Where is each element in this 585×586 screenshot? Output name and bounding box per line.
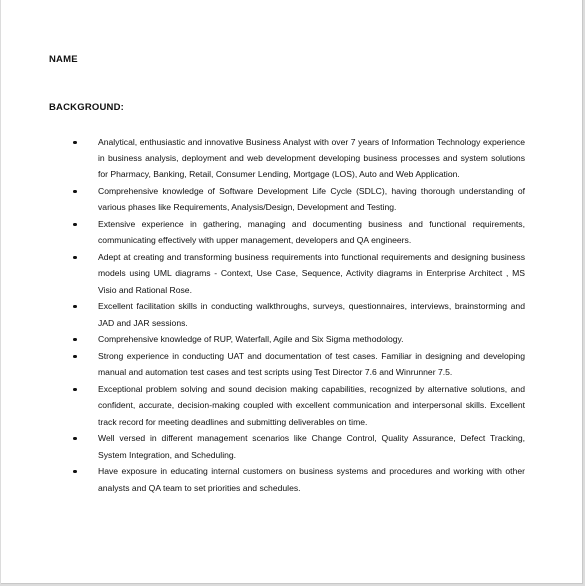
bullet-text: Exceptional problem solving and sound decision making capabilities, recognized by alternative solutions, and confident, accurate, decision-making coupled with excellent communication and interpersonal skills. Excellent track record for meeting deadlines and submitting deliverables on time. (98, 384, 525, 427)
background-heading: BACKGROUND: (49, 102, 125, 113)
bullet-text: Extensive experience in gathering, managing and documenting business and functional requirements, communicating effectively with upper management, developers and QA engineers. (98, 219, 525, 246)
bullet-item-10 (73, 463, 525, 495)
bullet-text: Well versed in different management scenarios like Change Control, Quality Assurance, Defect Tracking, System Integration, and Scheduling. (98, 433, 525, 460)
bullet-dot-icon (73, 437, 77, 441)
bullet-dot-icon (73, 256, 77, 260)
bullet-item-4 (73, 249, 525, 298)
name-heading: NAME (49, 54, 78, 65)
bullet-item-3 (73, 216, 525, 248)
bullet-text: Excellent facilitation skills in conducting walkthroughs, surveys, questionnaires, interviews, brainstorming and JAD and JAR sessions. (98, 301, 525, 328)
bullet-dot-icon (73, 141, 77, 145)
bullet-dot-icon (73, 470, 77, 474)
bullet-dot-icon (73, 388, 77, 392)
bullet-item-7 (73, 348, 525, 380)
bullet-text: Comprehensive knowledge of RUP, Waterfall, Agile and Six Sigma methodology. (98, 334, 404, 345)
bullet-text: Have exposure in educating internal customers on business systems and procedures and working with other analysts and QA team to set priorities and schedules. (98, 466, 525, 493)
background-bullet-list (73, 134, 525, 496)
bullet-dot-icon (73, 305, 77, 309)
document-page (1, 0, 583, 584)
bullet-item-1 (73, 134, 525, 183)
bullet-dot-icon (73, 190, 77, 194)
bullet-text: Strong experience in conducting UAT and documentation of test cases. Familiar in designing and developing manual and automation test cases and test scripts using Test Director 7.6 and Winrunner 7.5. (98, 351, 525, 378)
bullet-text: Adept at creating and transforming business requirements into functional requirements and designing business models using UML diagrams - Context, Use Case, Sequence, Activity diagrams in Enterprise Architect , MS Visio and Rational Rose. (98, 252, 525, 295)
bullet-item-8 (73, 381, 525, 430)
bullet-text: Comprehensive knowledge of Software Development Life Cycle (SDLC), having thorough understanding of various phases like Requirements, Analysis/Design, Development and Testing. (98, 186, 525, 213)
bullet-item-6 (73, 331, 525, 347)
bullet-item-2 (73, 183, 525, 215)
bullet-item-9 (73, 430, 525, 462)
bullet-item-5 (73, 298, 525, 330)
bullet-dot-icon (73, 355, 77, 359)
bullet-text: Analytical, enthusiastic and innovative Business Analyst with over 7 years of Information Technology experience in business analysis, deployment and web development developing business processes and system solutions for Pharmacy, Banking, Retail, Consumer Lending, Mortgage (LOS), Auto and Web Application. (98, 137, 525, 180)
bullet-dot-icon (73, 338, 77, 342)
bullet-dot-icon (73, 223, 77, 227)
